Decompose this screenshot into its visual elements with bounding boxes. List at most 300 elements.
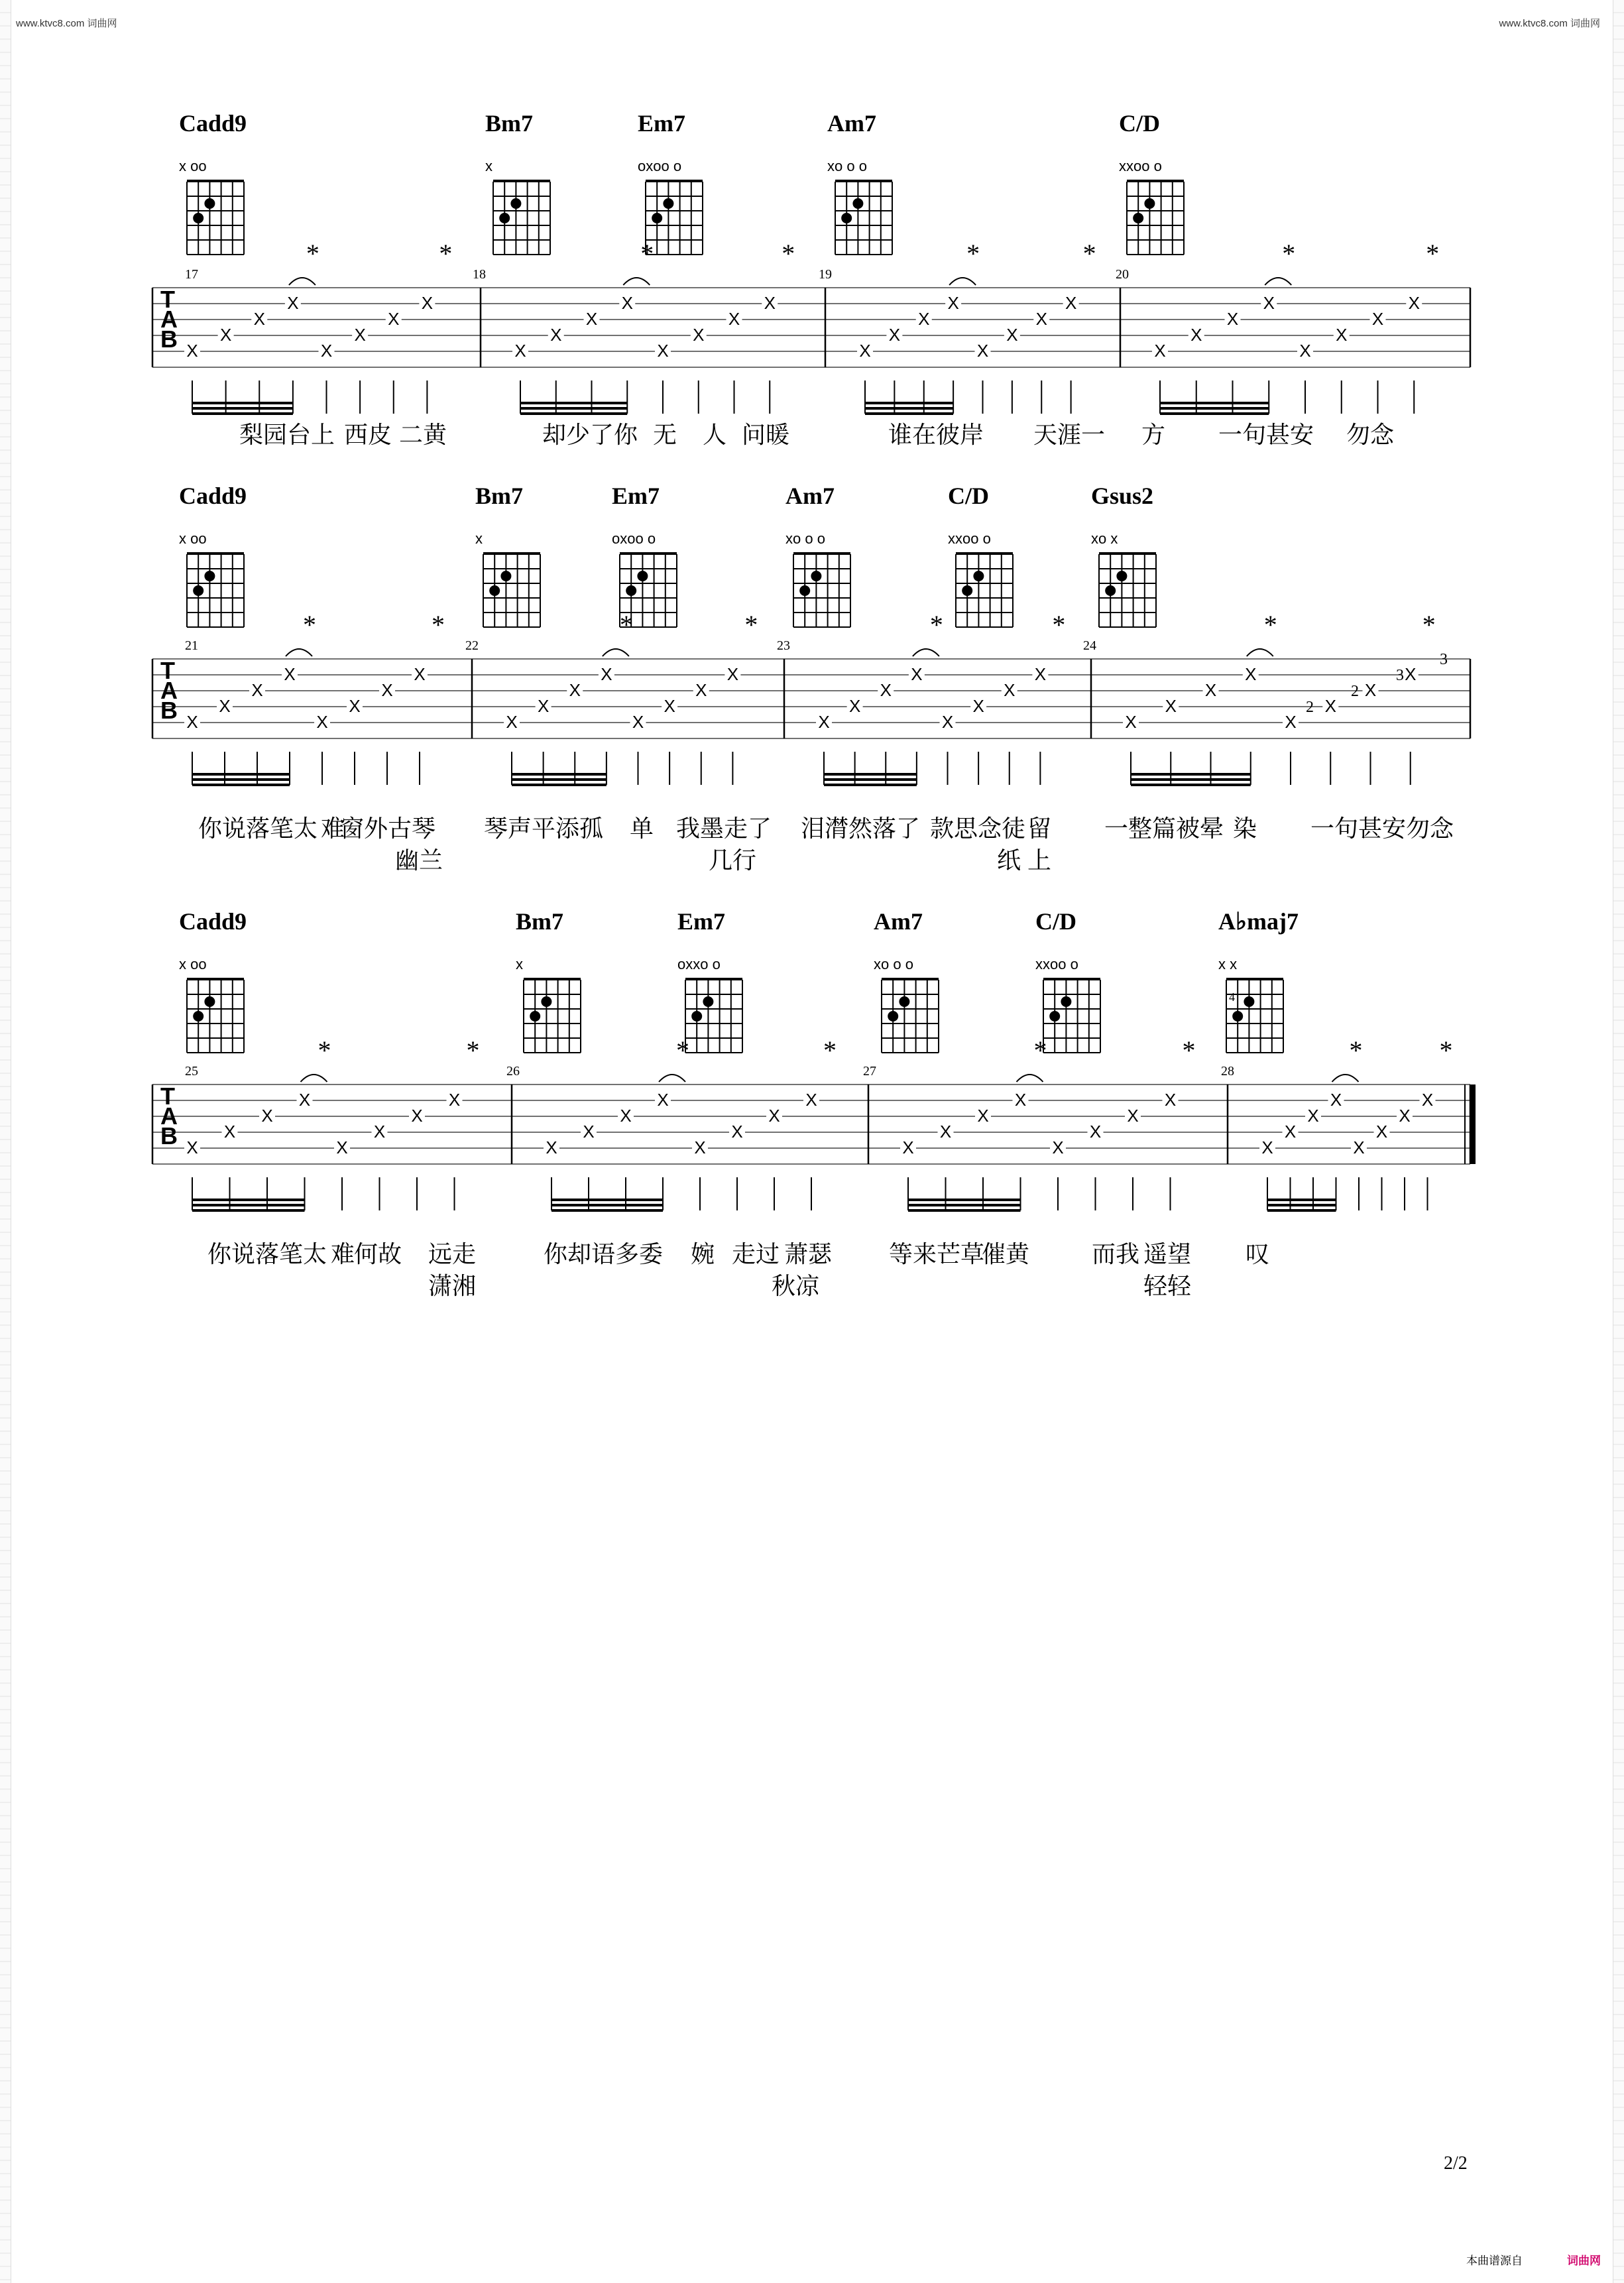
accent-marker: * [619, 610, 633, 640]
accent-marker: * [929, 610, 943, 640]
lyric-text: 彼岸 [935, 422, 984, 449]
tab-note-x: X [1052, 1138, 1064, 1157]
chord-diagram [874, 908, 939, 1053]
lyric-text: 一整篇被晕 [1104, 815, 1224, 843]
chord-diagram [1218, 908, 1299, 1053]
tab-note-x: X [1405, 664, 1417, 684]
tab-note-x: X [514, 341, 526, 361]
chord-name: Bm7 [516, 908, 563, 935]
finger-dot [1116, 571, 1127, 581]
chord-open-mute-markers: oxxo o [677, 956, 721, 972]
lyric-text: 难 [330, 1241, 355, 1268]
tab-note-x: X [1226, 309, 1239, 329]
final-barline-thick [1470, 1084, 1476, 1164]
chord-diagram [179, 908, 247, 1053]
chord-nut [882, 978, 939, 980]
tab-note-x: X [1127, 1106, 1139, 1126]
accent-marker: * [303, 610, 316, 640]
measure-number: 21 [185, 638, 198, 653]
lyric-text: 问暖 [741, 422, 790, 449]
chord-open-mute-markers: x oo [179, 956, 207, 972]
lyric-text: 人 [702, 422, 727, 449]
accent-marker: * [1422, 610, 1436, 640]
lyric-text: 萧瑟 [783, 1241, 833, 1268]
finger-dot [973, 571, 984, 581]
chord-open-mute-markers: xo x [1091, 530, 1118, 547]
tab-note-x: X [695, 680, 707, 700]
accent-marker: * [439, 239, 453, 268]
chord-nut [483, 552, 540, 555]
finger-dot [1105, 585, 1116, 596]
chord-open-mute-markers: xo o o [874, 956, 913, 972]
chord-diagram [179, 483, 247, 627]
finger-dot [499, 213, 510, 223]
tab-note-x: X [1284, 1122, 1297, 1142]
lyric-text: 婉 [690, 1241, 715, 1268]
lyric-text-second-line: 幽兰 [394, 847, 443, 874]
finger-dot [1232, 1011, 1243, 1022]
tie-arc [913, 649, 939, 656]
tab-note-x: X [284, 664, 296, 684]
tab-note-x: X [223, 1122, 236, 1142]
lyric-text: 难 [320, 815, 345, 843]
finger-dot [652, 213, 662, 223]
tie-arc [289, 278, 316, 285]
accent-marker: * [1439, 1035, 1453, 1065]
finger-dot [1144, 198, 1155, 209]
tab-note-x: X [1065, 293, 1077, 313]
finger-dot [204, 996, 215, 1007]
chord-nut [187, 978, 244, 980]
tab-note-x: X [1263, 293, 1275, 313]
tab-note-x: X [764, 293, 776, 313]
lyric-text: 无 [652, 422, 677, 449]
lyric-text: 等来芒草 [888, 1241, 985, 1268]
lyric-text: 一句甚安 [1218, 422, 1314, 449]
tab-note-x: X [373, 1122, 386, 1142]
measure-number: 26 [506, 1064, 520, 1079]
tab-note-x: X [287, 293, 299, 313]
tab-note-x: X [381, 680, 393, 700]
finger-dot [703, 996, 713, 1007]
tab-note-x: X [219, 696, 231, 716]
chord-nut [1099, 552, 1156, 555]
finger-dot [899, 996, 909, 1007]
tab-note-x: X [1164, 1090, 1177, 1110]
lyric-text: 你说落笔太 [198, 815, 318, 843]
chord-open-mute-markers: x [475, 530, 483, 547]
tab-clef-letter: T [160, 286, 175, 313]
finger-dot [193, 213, 203, 223]
measure-number: 18 [473, 267, 486, 282]
chord-name: Em7 [612, 483, 660, 509]
finger-dot [637, 571, 648, 581]
accent-marker: * [823, 1035, 837, 1065]
tab-note-x: X [1034, 664, 1047, 684]
lyric-text: 远走 [428, 1241, 477, 1268]
tie-arc [659, 1075, 685, 1082]
tab-note-x: X [939, 1122, 952, 1142]
measure-number: 22 [465, 638, 479, 653]
tab-note-x: X [550, 325, 562, 345]
tab-note-x: X [506, 712, 518, 732]
tab-note-x: X [621, 293, 633, 313]
footer-source-text: 本曲谱源自 [1466, 2254, 1523, 2267]
chord-name: C/D [948, 483, 989, 509]
accent-marker: * [1082, 239, 1096, 268]
tab-note-x: X [583, 1122, 595, 1142]
measure-number: 20 [1116, 267, 1129, 282]
chord-diagram [827, 110, 892, 255]
tab-note-x: X [911, 664, 923, 684]
tab-note-x: X [694, 1138, 706, 1157]
lyric-text: 而我 [1091, 1241, 1140, 1268]
chord-name: C/D [1035, 908, 1076, 935]
tab-clef-letter: A [160, 306, 178, 333]
tab-note-x: X [186, 1138, 198, 1157]
tab-note-x: X [693, 325, 705, 345]
chord-name: Gsus2 [1091, 483, 1154, 509]
measure-number: 17 [185, 267, 198, 282]
tab-note-x: X [731, 1122, 743, 1142]
tab-note-x: X [1261, 1138, 1273, 1157]
chord-diagram [475, 483, 540, 627]
tab-note-x: X [1089, 1122, 1102, 1142]
tie-arc [1247, 649, 1273, 656]
tab-note-x: X [888, 325, 901, 345]
chord-diagram [612, 483, 677, 627]
tab-note-x: X [1285, 712, 1297, 732]
tab-note-x: X [537, 696, 550, 716]
finger-dot [530, 1011, 540, 1022]
tab-note-x: X [902, 1138, 914, 1157]
chord-name: Cadd9 [179, 483, 247, 509]
measure-number: 27 [863, 1064, 876, 1079]
tab-note-x: X [251, 680, 263, 700]
chord-open-mute-markers: xxoo o [1035, 956, 1078, 972]
chord-open-mute-markers: xxoo o [948, 530, 991, 547]
tab-note-x: X [1353, 1138, 1365, 1157]
tab-note-x: X [186, 712, 198, 732]
accent-marker: * [1182, 1035, 1196, 1065]
lyric-text: 天涯一 [1033, 422, 1106, 449]
finger-dot [500, 571, 511, 581]
lyric-text: 你说落笔太 [207, 1241, 327, 1268]
tab-note-x: X [261, 1106, 273, 1126]
tab-note-x: X [585, 309, 598, 329]
chord-nut [956, 552, 1013, 555]
tab-fret-number: 3 [1396, 667, 1404, 684]
tab-note-x: X [977, 1106, 989, 1126]
lyric-text: 窗外古琴 [339, 815, 436, 843]
chord-open-mute-markers: x oo [179, 158, 207, 174]
tab-note-x: X [657, 341, 669, 361]
lyric-text-second-line: 秋凉 [771, 1273, 820, 1300]
tab-note-x: X [421, 293, 434, 313]
chord-diagram [1119, 110, 1184, 255]
lyric-text: 方 [1141, 422, 1166, 449]
tab-note-x: X [664, 696, 675, 716]
chord-open-mute-markers: x [485, 158, 493, 174]
tab-note-x: X [1375, 1122, 1388, 1142]
tab-note-x: X [1035, 309, 1047, 329]
chord-open-mute-markers: xo o o [827, 158, 867, 174]
tab-note-x: X [388, 309, 400, 329]
tab-fret-number: 2 [1351, 683, 1359, 700]
finger-dot [204, 198, 215, 209]
chord-nut [524, 978, 581, 980]
tab-note-x: X [972, 696, 984, 716]
accent-marker: * [966, 239, 980, 268]
accent-marker: * [466, 1035, 480, 1065]
tab-note-x: X [1307, 1106, 1319, 1126]
accent-marker: * [1263, 610, 1277, 640]
finger-dot [489, 585, 500, 596]
tab-note-x: X [918, 309, 930, 329]
tab-clef-letter: T [160, 657, 175, 684]
chord-fret-number: 4 [1229, 990, 1235, 1004]
tab-note-x: X [976, 341, 989, 361]
lyric-text: 款思念徒 [929, 815, 1026, 843]
tab-note-x: X [320, 341, 333, 361]
finger-dot [541, 996, 551, 1007]
lyric-text: 走过 [731, 1241, 780, 1268]
lyric-text: 梨园台上 [239, 422, 335, 449]
finger-dot [888, 1011, 898, 1022]
chord-nut [1226, 978, 1283, 980]
lyric-text-second-line: 纸 [996, 847, 1021, 874]
tab-fret-number: 3 [1440, 651, 1448, 668]
accent-marker: * [1426, 239, 1440, 268]
chord-nut [187, 180, 244, 182]
tab-note-x: X [1204, 680, 1217, 700]
lyric-text: 单 [629, 815, 654, 843]
chord-diagram [1091, 483, 1156, 627]
lyric-text: 琴声平添孤 [483, 815, 604, 843]
tie-arc [1265, 278, 1291, 285]
chord-nut [646, 180, 703, 182]
tie-arc [623, 278, 650, 285]
chord-nut [793, 552, 850, 555]
tab-note-x: X [316, 712, 328, 732]
finger-dot [1244, 996, 1254, 1007]
finger-dot [962, 585, 972, 596]
lyric-text: 谁在 [888, 422, 937, 449]
tab-note-x: X [941, 712, 954, 732]
tab-note-x: X [848, 696, 861, 716]
finger-dot [811, 571, 821, 581]
lyric-text: 你却语多委 [543, 1241, 664, 1268]
measure-number: 24 [1083, 638, 1096, 653]
accent-marker: * [782, 239, 795, 268]
lyric-text: 催黄 [981, 1241, 1030, 1268]
chord-name: Em7 [638, 110, 685, 137]
tab-note-x: X [1330, 1090, 1342, 1110]
chord-nut [187, 552, 244, 555]
accent-marker: * [306, 239, 319, 268]
accent-marker: * [318, 1035, 331, 1065]
tab-clef-letter: A [160, 1102, 178, 1130]
lyric-text: 遥望 [1143, 1241, 1192, 1268]
tab-note-x: X [728, 309, 740, 329]
tab-note-x: X [726, 664, 739, 684]
tab-note-x: X [448, 1090, 461, 1110]
tab-note-x: X [349, 696, 361, 716]
footer-site-text: 词曲网 [1567, 2254, 1601, 2267]
tab-note-x: X [186, 341, 198, 361]
tab-note-x: X [1299, 341, 1311, 361]
finger-dot [1049, 1011, 1060, 1022]
chord-name: Cadd9 [179, 908, 247, 935]
tab-note-x: X [947, 293, 959, 313]
accent-marker: * [1282, 239, 1296, 268]
finger-dot [691, 1011, 702, 1022]
chord-open-mute-markers: x x [1218, 956, 1238, 972]
chord-nut [1043, 978, 1100, 980]
measure-number: 28 [1221, 1064, 1234, 1079]
chord-name: Em7 [677, 908, 725, 935]
chord-diagram [485, 110, 550, 255]
chord-diagram [638, 110, 703, 255]
chord-diagram [948, 483, 1013, 627]
tab-note-x: X [219, 325, 232, 345]
tab-clef-letter: T [160, 1083, 175, 1110]
lyric-text: 留 [1027, 815, 1052, 843]
chord-name: Am7 [827, 110, 876, 137]
tab-note-x: X [1125, 712, 1137, 732]
chord-name: Am7 [874, 908, 923, 935]
tab-note-x: X [414, 664, 426, 684]
tab-note-x: X [620, 1106, 632, 1126]
chord-nut [685, 978, 742, 980]
chord-open-mute-markers: oxoo o [638, 158, 682, 174]
tab-note-x: X [1004, 680, 1015, 700]
tab-note-x: X [354, 325, 366, 345]
header-right-text: www.ktvc8.com 词曲网 [1499, 18, 1600, 29]
tab-clef-letter: B [160, 697, 178, 724]
lyric-text: 二黄 [398, 422, 447, 449]
tie-arc [603, 649, 629, 656]
finger-dot [626, 585, 636, 596]
lyric-text: 西皮 [343, 422, 392, 449]
tie-arc [1017, 1075, 1043, 1082]
measure-number: 25 [185, 1064, 198, 1079]
page-number: 2/2 [1444, 2153, 1468, 2174]
tab-note-x: X [1154, 341, 1166, 361]
chord-diagram [785, 483, 850, 627]
chord-name: Cadd9 [179, 110, 247, 137]
finger-dot [1133, 213, 1143, 223]
tab-note-x: X [1324, 696, 1336, 716]
lyric-text: 泪潸然落了 [800, 815, 921, 843]
tab-note-x: X [1371, 309, 1384, 329]
tie-arc [1332, 1075, 1359, 1082]
lyric-text: 何故 [353, 1241, 402, 1268]
tab-note-x: X [546, 1138, 557, 1157]
accent-marker: * [432, 610, 445, 640]
lyric-text: 一句甚安勿念 [1310, 815, 1454, 843]
chord-name: Bm7 [475, 483, 523, 509]
lyric-text: 染 [1232, 815, 1257, 843]
chord-diagram [677, 908, 742, 1053]
chord-nut [1127, 180, 1184, 182]
tie-arc [949, 278, 976, 285]
finger-dot [510, 198, 521, 209]
finger-dot [852, 198, 863, 209]
chord-diagram [179, 110, 247, 255]
tab-note-x: X [1006, 325, 1018, 345]
lyric-text-second-line: 几行 [708, 847, 757, 874]
tab-note-x: X [818, 712, 830, 732]
tab-clef-letter: B [160, 1122, 178, 1149]
lyric-text: 我墨走了 [675, 815, 772, 843]
lyric-text-second-line: 潇湘 [428, 1273, 477, 1300]
chord-nut [620, 552, 677, 555]
tab-note-x: X [768, 1106, 780, 1126]
chord-nut [493, 180, 550, 182]
accent-marker: * [1349, 1035, 1363, 1065]
tab-fret-number: 2 [1306, 699, 1314, 716]
accent-marker: * [640, 239, 654, 268]
chord-name: A♭maj7 [1218, 908, 1299, 935]
tab-note-x: X [657, 1090, 669, 1110]
tab-note-x: X [1014, 1090, 1027, 1110]
lyric-text-second-line: 轻轻 [1143, 1273, 1192, 1300]
lyric-text-second-line: 上 [1027, 847, 1052, 874]
tab-note-x: X [805, 1090, 817, 1110]
lyric-text: 勿念 [1346, 422, 1395, 449]
tab-note-x: X [859, 341, 871, 361]
chord-nut [835, 180, 892, 182]
finger-dot [1061, 996, 1071, 1007]
finger-dot [841, 213, 852, 223]
chord-name: Am7 [785, 483, 835, 509]
tie-arc [301, 1075, 327, 1082]
lyric-text: 叹 [1245, 1241, 1270, 1268]
tie-arc [286, 649, 312, 656]
tab-note-x: X [632, 712, 644, 732]
tab-note-x: X [1245, 664, 1257, 684]
finger-dot [204, 571, 215, 581]
tab-note-x: X [253, 309, 265, 329]
tab-clef-letter: B [160, 325, 178, 353]
chord-name: Bm7 [485, 110, 533, 137]
accent-marker: * [744, 610, 758, 640]
accent-marker: * [1052, 610, 1066, 640]
tab-note-x: X [411, 1106, 423, 1126]
tab-note-x: X [1165, 696, 1177, 716]
lyric-text: 却少了你 [542, 422, 638, 449]
finger-dot [193, 1011, 203, 1022]
chord-name: C/D [1119, 110, 1160, 137]
finger-dot [799, 585, 810, 596]
header-left-text: www.ktvc8.com 词曲网 [16, 18, 117, 29]
accent-marker: * [1033, 1035, 1047, 1065]
tab-note-x: X [601, 664, 612, 684]
chord-open-mute-markers: x oo [179, 530, 207, 547]
measure-number: 23 [777, 638, 790, 653]
chord-open-mute-markers: x [516, 956, 523, 972]
chord-open-mute-markers: xxoo o [1119, 158, 1162, 174]
tab-clef-letter: A [160, 677, 178, 704]
tab-note-x: X [1364, 680, 1377, 700]
tab-note-x: X [1336, 325, 1348, 345]
finger-dot [193, 585, 203, 596]
tab-note-x: X [1408, 293, 1420, 313]
measure-number: 19 [819, 267, 832, 282]
tab-note-x: X [336, 1138, 348, 1157]
tab-note-x: X [1421, 1090, 1434, 1110]
